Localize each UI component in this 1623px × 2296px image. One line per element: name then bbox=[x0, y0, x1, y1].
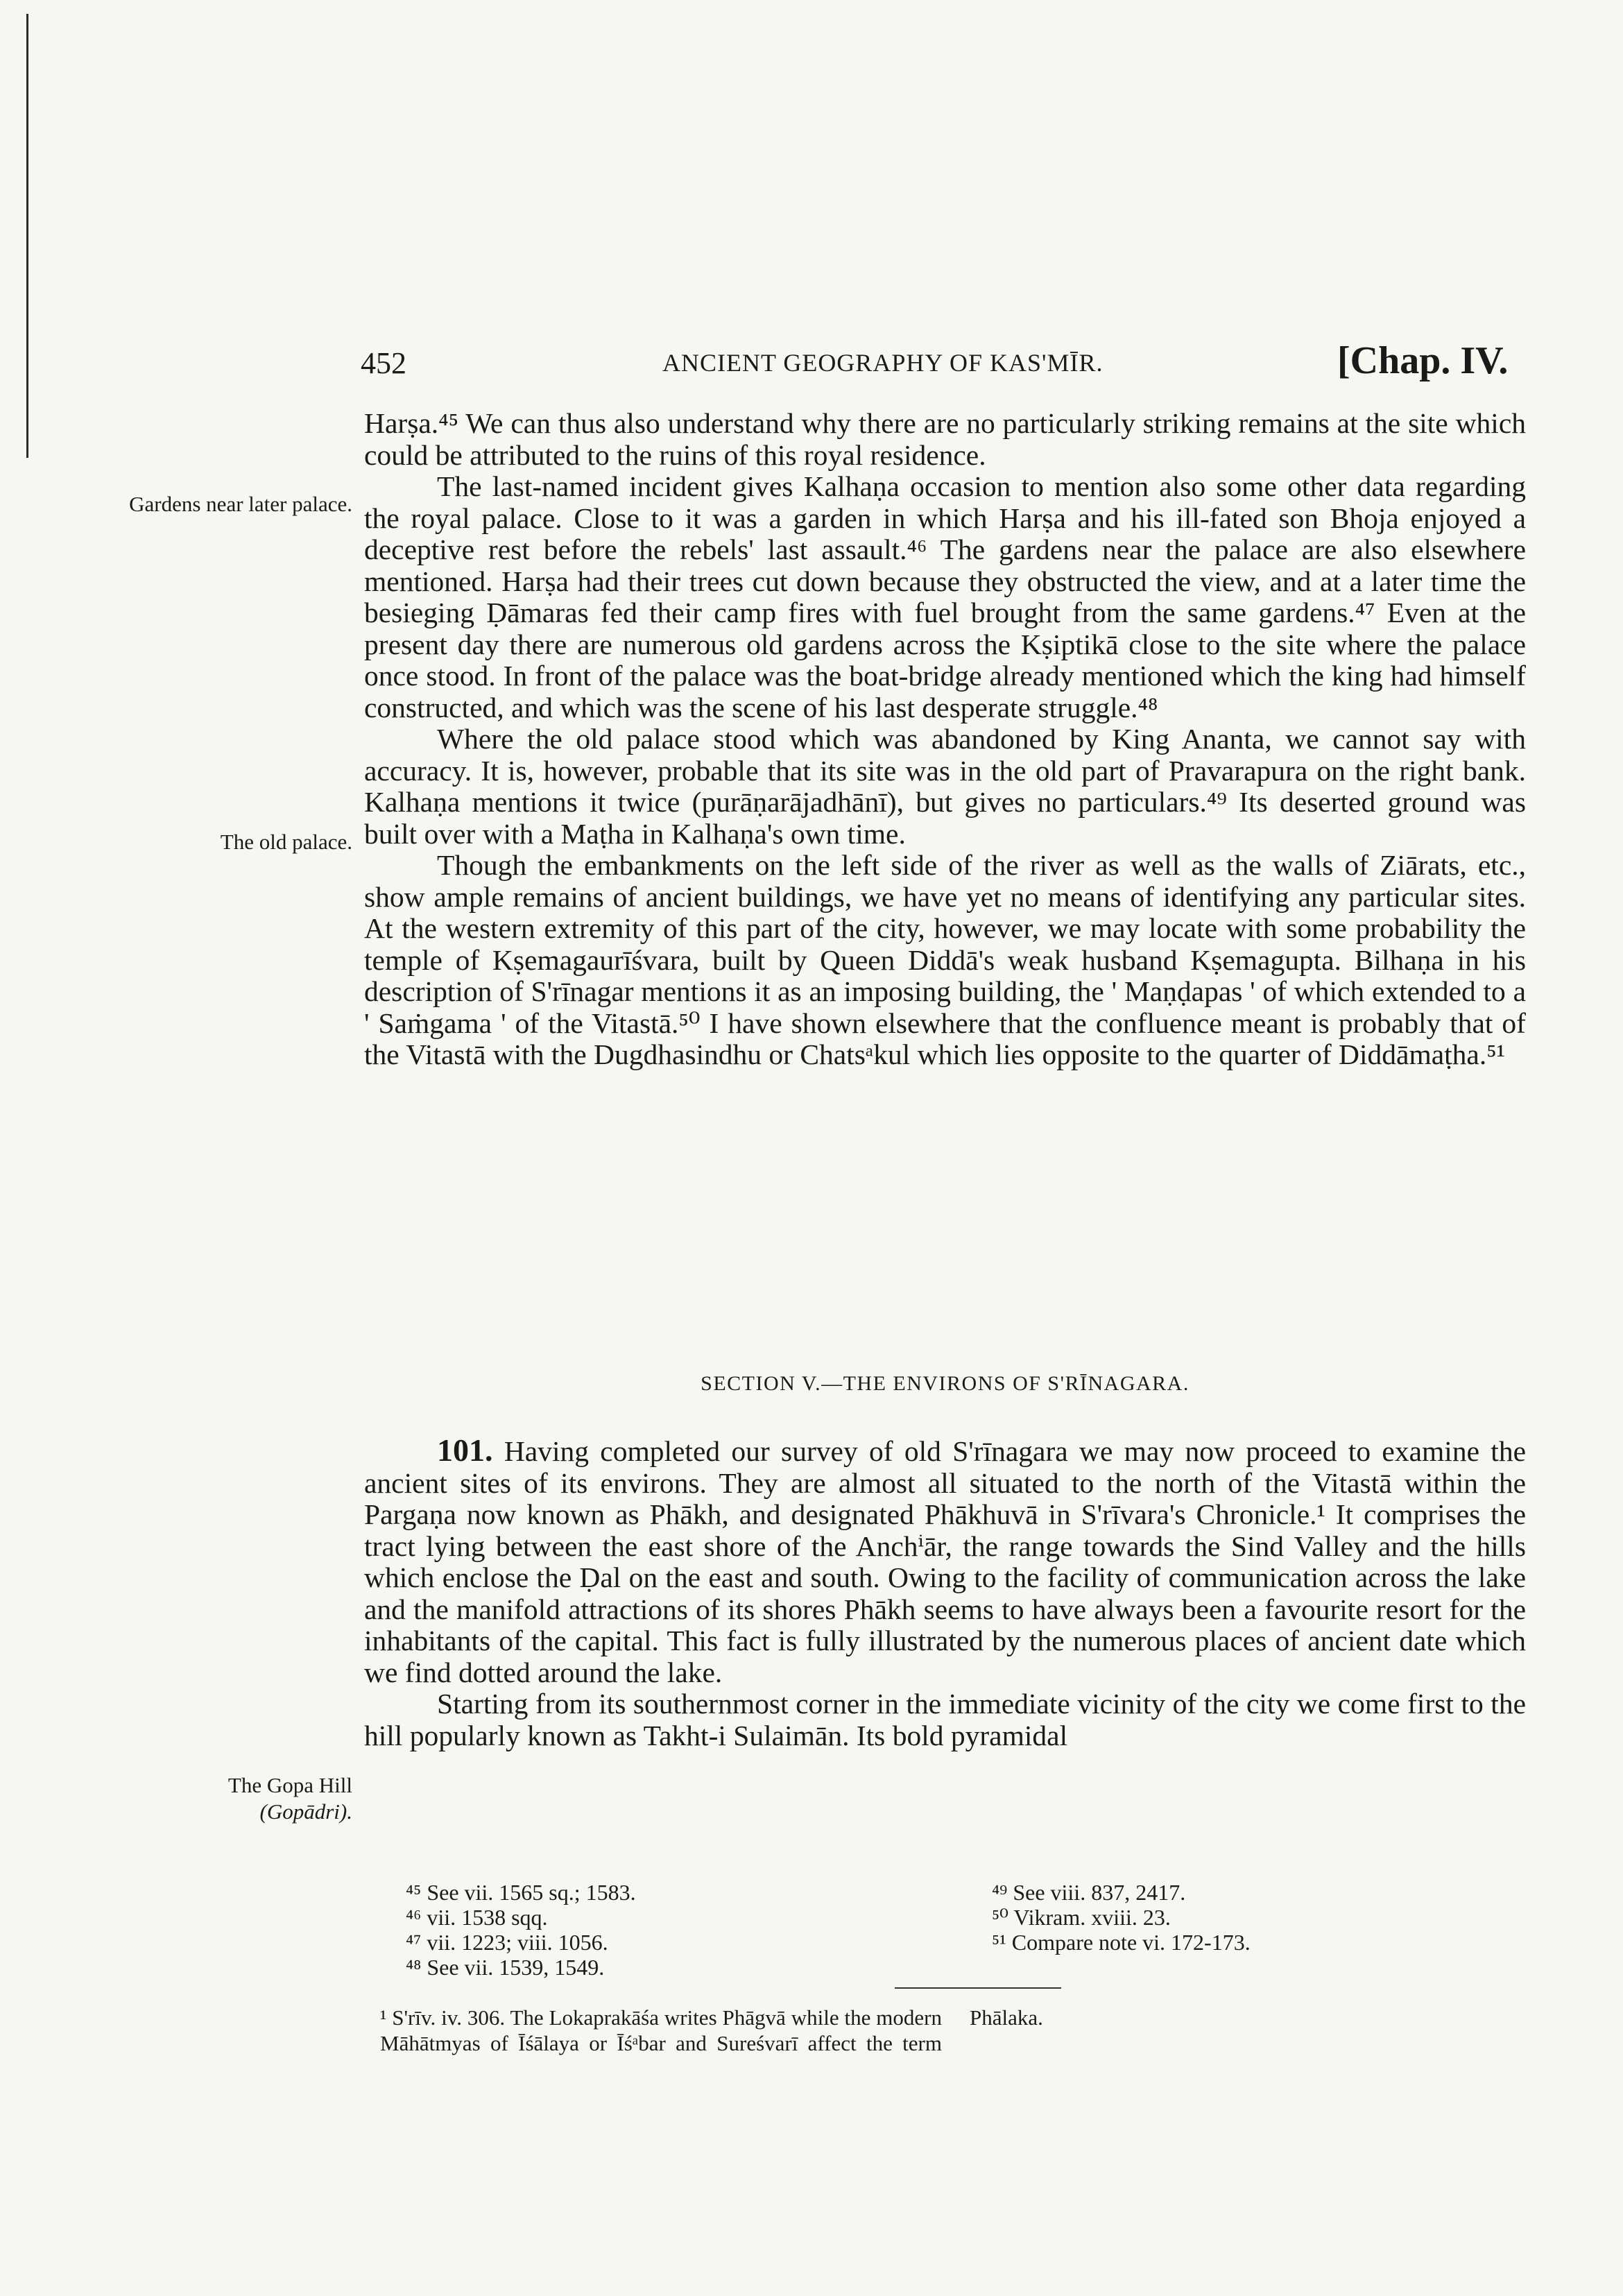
footnote: ⁵⁰ Vikram. xviii. 23. bbox=[992, 1905, 1171, 1930]
footnote: ⁴⁸ See vii. 1539, 1549. bbox=[406, 1955, 605, 1980]
paragraph: Though the embankments on the left side of the river as well as the walls of Ziārats, etc., show ample remains of ancient buildings, we have yet no means of identifying any particular sites. At the western extremity of this part of the city, however, we may locate with some probability the temple of Kṣemagaurīśvara, built by Queen Diddā's weak husband Kṣemagupta. Bilhaṇa in his description of S'rīnagar mentions it as an imposing building, the ' Maṇḍapas ' of which extended to a ' Saṁgama ' of the Vitastā.⁵⁰ I have shown elsewhere that the confluence meant is probably that of the Vitastā with the Dugdhasindhu or Chatsᵃkul which lies opposite to the quarter of Diddāmaṭha.⁵¹ bbox=[364, 849, 1526, 1070]
scan-edge-line bbox=[26, 14, 28, 458]
main-text bbox=[364, 408, 1526, 1071]
footnote: ⁴⁷ vii. 1223; viii. 1056. bbox=[406, 1930, 608, 1955]
paragraph-text: Having completed our survey of old S'rīnagara we may now proceed to examine the ancient sites of its environs. They are almost all situated to the north of the Vitastā within the Pargaṇa now known as Phākh, and designated Phākhuvā in S'rīvara's Chronicle.¹ It comprises the tract lying between the east shore of the Anchⁱār, the range towards the Sind Valley and the hills which enclose the Ḍal on the east and south. Owing to the facility of communication across the lake and the manifold attractions of its shores Phākh seems to have always been a favourite resort for the inhabitants of the capital. This fact is fully illustrated by the numerous places of ancient date which we find dotted around the lake. bbox=[364, 1435, 1526, 1688]
margin-note-gopa-hill bbox=[117, 1772, 352, 1825]
margin-note-gopa-hill-sanskrit: (Gopādri). bbox=[259, 1799, 352, 1824]
paragraph: Where the old palace stood which was abandoned by King Ananta, we cannot say with accuracy. It is, however, probable that its site was in the old part of Pravarapura on the right bank. Kalhaṇa mentions it twice (purāṇarājadhānī), but gives no particulars.⁴⁹ Its deserted ground was built over with a Maṭha in Kalhaṇa's own time. bbox=[364, 723, 1526, 850]
paragraph: The last-named incident gives Kalhaṇa occasion to mention also some other data regarding the royal palace. Close to it was a garden in which Harṣa and his ill-fated son Bhoja enjoyed a deceptive rest before the rebels' last assault.⁴⁶ The gardens near the palace are also elsewhere mentioned. Harṣa had their trees cut down because they obstructed the view, and at a later time the besieging Ḍāmaras fed their camp fires with fuel brought from the same gardens.⁴⁷ Even at the present day there are numerous old gardens across the Kṣiptikā close to the site where the palace once stood. In front of the palace was the boat-bridge already mentioned which the king had himself constructed, and which was the scene of his last desperate struggle.⁴⁸ bbox=[364, 470, 1526, 723]
page-number: 452 bbox=[361, 346, 406, 380]
margin-note-gopa-hill-title: The Gopa Hill bbox=[227, 1773, 352, 1797]
section-heading: SECTION V.—THE ENVIRONS OF S'RĪNAGARA. bbox=[701, 1372, 1190, 1395]
footnotes-right bbox=[992, 1880, 1251, 1955]
margin-note-gardens: Gardens near later palace. bbox=[129, 492, 352, 516]
paragraph: Harṣa.⁴⁵ We can thus also understand why there are no particularly striking remains at the site which could be attributed to the ruins of this royal residence. bbox=[364, 407, 1526, 471]
footnote: ⁵¹ Compare note vi. 172-173. bbox=[992, 1930, 1251, 1955]
paragraph-number: 101. bbox=[437, 1432, 493, 1468]
chapter-label: [Chap. IV. bbox=[1337, 339, 1509, 382]
paragraph: Starting from its southernmost corner in the immediate vicinity of the city we come first to the hill popularly known as Takht-i Sulaimān. Its bold pyramidal bbox=[364, 1688, 1526, 1751]
section-text bbox=[364, 1434, 1526, 1751]
footnotes-left bbox=[406, 1880, 636, 1980]
page-header bbox=[0, 332, 1623, 387]
footnote-divider bbox=[895, 1987, 1061, 1989]
footnote: ⁴⁵ See vii. 1565 sq.; 1583. bbox=[406, 1880, 636, 1905]
footnote: ⁴⁹ See viii. 837, 2417. bbox=[992, 1880, 1186, 1905]
footnote: ¹ S'rīv. iv. 306. The Lokaprakāśa writes Phāgvā while the modern Māhātmyas of Īśālaya or Īśᵃbar and Sureśvarī affect the term Phālaka. bbox=[380, 2005, 1043, 2055]
running-title: ANCIENT GEOGRAPHY OF KAS'MĪR. bbox=[662, 349, 1104, 377]
paragraph bbox=[364, 1434, 1526, 1688]
section-footnotes bbox=[380, 2005, 1531, 2056]
margin-note-old-palace: The old palace. bbox=[220, 830, 352, 854]
footnote: ⁴⁶ vii. 1538 sqq. bbox=[406, 1905, 548, 1930]
